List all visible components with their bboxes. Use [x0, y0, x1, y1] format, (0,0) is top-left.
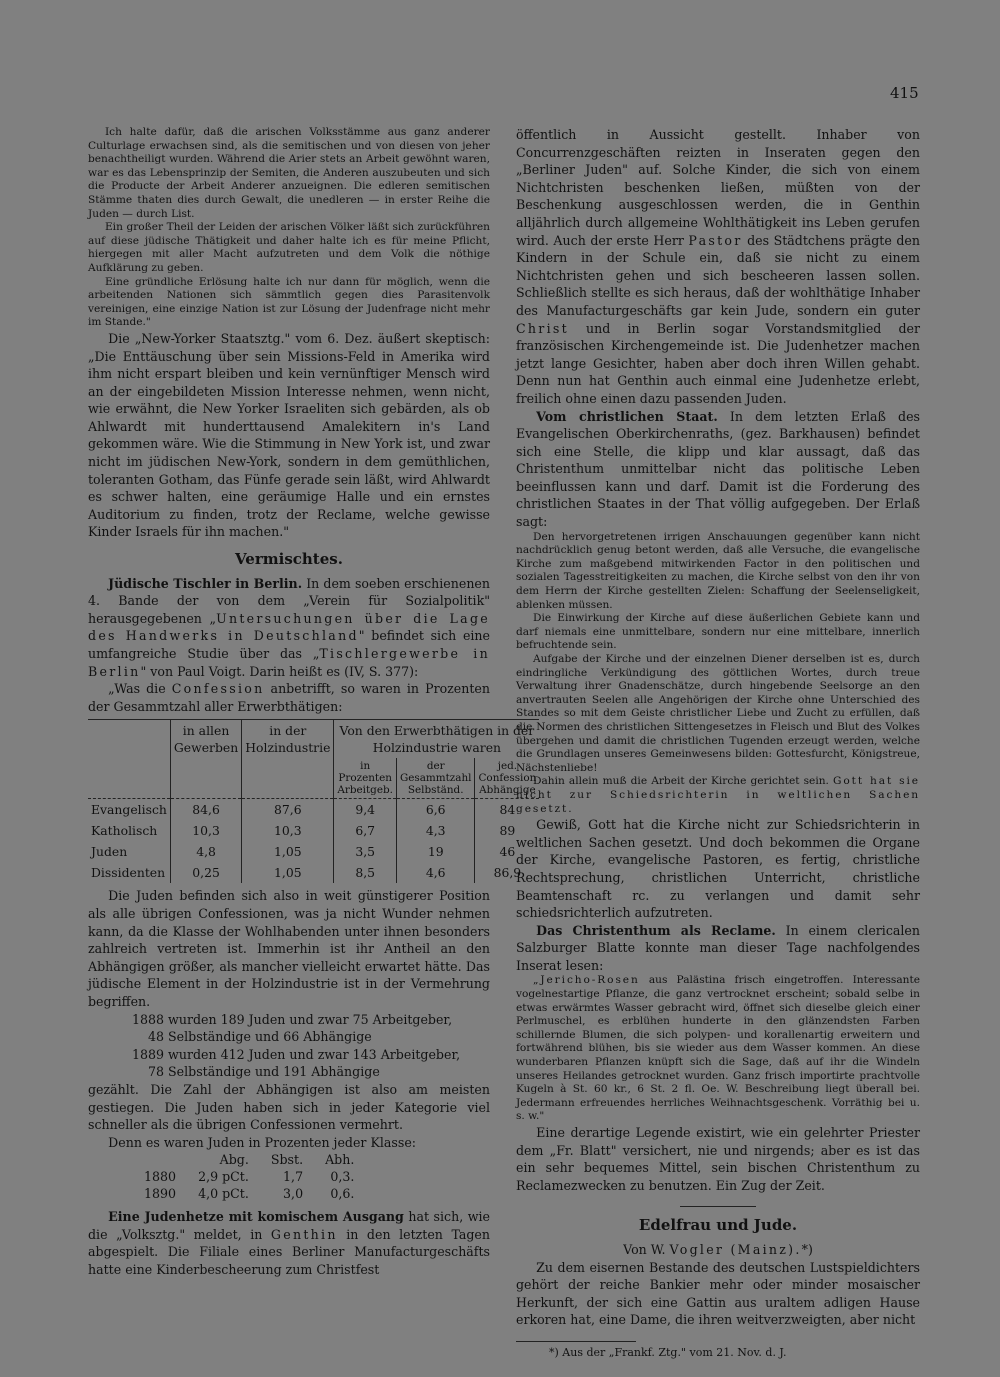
header-abh: Abh. [325, 1152, 355, 1168]
left-column [88, 126, 537, 1279]
section-heading-vermischtes: Vermischtes. [235, 550, 343, 569]
reclame-paragraph: Das Christenthum als Reclame. In einem clericalen Salzburger Blatte konnte man dieser Tage nachfolgendes Inserat lesen: [516, 922, 920, 973]
advert-paragraph: „Jericho-Rosen aus Palästina frisch eingetroffen. Interessante vogelnestartige Pflanze, die ganz vertrocknet erscheint; sobald selbe in etwas erwärmtes Wasser gebracht wird, öffnet sich dieselbe gleich einer Perlmuschel, es erblühen hunderte in den glänzendsten Farben schillernde Blumen, die sich polypen- und korallenartig erweitern und fortwährend blühen, bis sie wieder aus dem Wasser kommen. An diese wunderbaren Pflanzen knüpft sich die Sage, daß auf ihr die Windeln unseres Heilandes getrocknet wurden. Ganz frisch importirte prachtvolle Kugeln à St. 60 kr., 6 St. 2 fl. Oe. W. Beschreibung liegt überall bei. Jedermann erfreuendes herrliches Weihnachtsgeschenk. Vorräthig bei u. s. w." [516, 974, 920, 1123]
story-title: Edelfrau und Jude. [638, 1216, 798, 1235]
list-item: 78 Selbständige und 191 Abhängige [148, 1064, 380, 1080]
newyork-paragraph: Die „New-Yorker Staatsztg." vom 6. Dez. äußert skeptisch: „Die Enttäuschung über sein Missions-Feld in Amerika wird ihm nicht erspart bleiben und kein vernünftiger Mensch wird an der eingebildeten Mission Interesse nehmen, wenn nicht, wie erwähnt, die New Yorker Israeliten sich gebärden, als ob Ahlwardt mit hunderttausend Amalekitern in's Land gekommen wäre. Wie die Stimmung in New York ist, und zwar nicht im jüdischen New-York, sondern in dem gemüthlichen, toleranten Gotham, das Fünfe gerade sein läßt, wird Ahlwardt es schwer halten, eine geräumige Halle und ein ernstes Auditorium zu finden, trotz der Reclame, welche gewisse Kinder Israels für ihn machen." [88, 330, 490, 540]
table-corner [88, 720, 170, 799]
confession-intro: „Was die Confession anbetrifft, so waren in Prozenten der Gesammtzahl aller Erwerbthätigen: [88, 681, 490, 714]
footnote-divider [516, 1341, 636, 1342]
table-row: Dissidenten 0,25 1,05 8,5 4,6 86,9 [88, 862, 539, 883]
header-dependent: jed. Confession Abhängige [475, 758, 539, 799]
byline: Von W. Vogler (Mainz).*) [623, 1241, 813, 1257]
right-column [516, 126, 920, 1360]
list-item: 1889 wurden 412 Juden und zwar 143 Arbeitgeber, [132, 1046, 461, 1062]
after-table-paragraph: Die Juden befinden sich also in weit günstigerer Position als alle übrigen Confessionen, was ja nicht Wunder nehmen kann, da die Klasse der Wohlhabenden unter ihnen besonders zahlreich vertreten ist. Immerhin ist ihr Antheil an den Abhängigen größer, als mancher vielleicht erwartet hätte. Das jüdische Element in der Holzindustrie ist in der Vermehrung begriffen. [88, 888, 490, 1009]
quote-paragraph: Eine gründliche Erlösung halte ich nur dann für möglich, wenn die arbeitenden Nationen sich sämmtlich gegen dies Parasitenvolk vereinigen, eine einzige Nation ist zur Lösung der Judenfrage nicht mehr im Stande." [88, 275, 490, 329]
header-sbst: Sbst. [270, 1152, 304, 1168]
footnote: *) Aus der „Frankf. Ztg." vom 21. Nov. d. J. [549, 1345, 787, 1359]
article-heading: Jüdische Tischler in Berlin. [108, 575, 303, 591]
header-abg: Abg. [219, 1152, 249, 1168]
table-corner [136, 1151, 190, 1168]
article-heading: Das Christenthum als Reclame. [536, 922, 776, 938]
decree-paragraph: Aufgabe der Kirche und der einzelnen Diener derselben ist es, durch eindringliche Verkündigung des göttlichen Wortes, durch treue Verwaltung ihrer Gnadenschätze, durch hingebende Seelsorge an den anvertrauten Seelen alle Angehörigen der Kirche ohne Unterschied des Standes so mit dem Geiste christlicher Liebe und Zucht zu erfüllen, daß die Normen des christlichen Sittengesetzes in Fleisch und Blut des Volkes übergehen und damit die christlichen Tugenden erzeugt werden, welche die Grundlagen unseres Gemeinwesens bilden: Gottesfurcht, Königstreue, Nächstenliebe! [516, 653, 920, 774]
article-heading: Eine Judenhetze mit komischem Ausgang [108, 1209, 404, 1225]
judenhetze-paragraph: Eine Judenhetze mit komischem Ausgang hat sich, wie die „Volksztg." meldet, in Genthin in den letzten Tagen abgespielt. Die Filiale eines Berliner Manufacturgeschäfts hatte eine Kinderbescheerung zum Christfest [88, 1209, 490, 1278]
quote-paragraph: Ein großer Theil der Leiden der arischen Völker läßt sich zurückführen auf diese jüdische Thätigkeit und daher halte ich es für meine Pflicht, hiergegen mit aller Macht aufzutreten und dem Volk die nöthige Aufklärung zu geben. [88, 221, 490, 274]
list-item: 48 Selbständige und 66 Abhängige [148, 1029, 372, 1045]
confession-table [88, 719, 539, 883]
table-row: Juden 4,8 1,05 3,5 19 46 [88, 841, 539, 862]
staat-paragraph: Vom christlichen Staat. In dem letzten Erlaß des Evangelischen Oberkirchenraths, (gez. Barkhausen) befindet sich eine Stelle, die klipp und klar aussagt, daß das Christenthum unmittelbar nicht das politische Leben beeinflussen kann und darf. Damit ist die Forderung des christlichen Staates in der That völlig aufgegeben. Der Erlaß sagt: [516, 408, 921, 530]
story-paragraph: Zu dem eisernen Bestande des deutschen Lustspieldichters gehört der reiche Bankier mehr oder minder mosaischer Herkunft, der sich eine Gattin aus uraltem adligen Hause erkoren hat, eine Dame, die ihren weitverzweigten, aber nicht [516, 1259, 920, 1328]
table-row: Katholisch 10,3 10,3 6,7 4,3 89 [88, 820, 539, 841]
table-row: 1890 4,0 pCt. 3,0 0,6. [144, 1186, 355, 1202]
article-heading: Vom christlichen Staat. [536, 408, 718, 424]
quote-paragraph: Ich halte dafür, daß die arischen Volksstämme aus ganz anderer Culturlage erwachsen sind, als die semitischen und von diesen von jeher benachtheiligt wurden. Während die Arier stets an Arbeit gewöhnt waren, war es das Lebensprinzip der Semiten, die Anderen auszubeuten und sich die Producte der Arbeit Anderer anzueignen. Die edleren semitischen Stämme thaten dies durch Gewalt, die unedleren — in erster Reihe die Juden — durch List. [88, 126, 490, 220]
table-row: 1880 2,9 pCt. 1,7 0,3. [144, 1169, 355, 1185]
header-all-trades: in allen Gewerben [170, 720, 241, 799]
header-employers: in Prozenten Arbeitgeb. [334, 758, 397, 799]
header-selfemployed: der Gesammtzahl Selbständ. [396, 758, 475, 799]
counted-paragraph: gezählt. Die Zahl der Abhängigen ist also am meisten gestiegen. Die Juden haben sich in jeder Kategorie viel schneller als die übrigen Confessionen vermehrt. [88, 1081, 490, 1133]
list-item: 1888 wurden 189 Juden und zwar 75 Arbeitgeber, [132, 1011, 453, 1027]
continued-paragraph: öffentlich in Aussicht gestellt. Inhaber von Concurrenzgeschäften reizten in Inseraten gegen den „Berliner Juden" auf. Solche Kinder, die sich von einem Nichtchristen beschenken ließen, müßten von der Beschenkung ausgeschlossen werden, die in Genthin alljährlich durch allgemeine Wohlthätigkeit ins Leben gerufen wird. Auch der erste Herr Pastor des Städtchens prägte den Kindern in der Schule ein, daß sie nicht zu einem Nichtchristen gehen und sich bescheeren lassen sollen. Schließlich stellte es sich heraus, daß der wohlthätige Inhaber des Manufacturgeschäfts gar kein Jude, sondern ein guter Christ und in Berlin sogar Vorstandsmitglied der französischen Kirchengemeinde ist. Die Judenhetzer machen jetzt lange Gesichter, haben aber doch ihren Willen gehabt. Denn nun hat Genthin auch einmal eine Judenhetze erlebt, freilich ohne einen dazu passenden Juden. [516, 127, 920, 406]
decree-paragraph: Dahin allein muß die Arbeit der Kirche gerichtet sein. Gott hat sie nicht zur Schiedsrichterin in weltlichen Sachen gesetzt. [516, 775, 920, 815]
percent-intro: Denn es waren Juden in Prozenten jeder Klasse: [108, 1134, 417, 1150]
header-group: Von den Erwerbthätigen in der Holzindustrie waren [334, 720, 539, 759]
decree-paragraph: Die Einwirkung der Kirche auf diese äußerlichen Gebiete kann und darf niemals eine unmittelbare, sondern nur eine mittelbare, innerlich befruchtende sein. [516, 612, 920, 652]
tischler-paragraph: Jüdische Tischler in Berlin. In dem soeben erschienenen 4. Bande der von dem „Verein für Sozialpolitik" herausgegebenen „Untersuchungen über die Lage des Handwerks in Deutschland" befindet sich eine umfangreiche Studie über das „Tischlergewerbe in Berlin" von Paul Voigt. Darin heißt es (IV, S. 377): [88, 575, 490, 679]
gewiss-paragraph: Gewiß, Gott hat die Kirche nicht zur Schiedsrichterin in weltlichen Sachen gesetzt. Und doch bekommen die Organe der Kirche, evangelische Pastoren, es fertig, christliche Rechtsprechung, christlichen Unterricht, christliche Beamtenschaft rc. zu verlangen und damit sehr schiedsrichterlich aufzutreten. [516, 817, 920, 921]
header-wood-industry: in der Holzindustrie [242, 720, 334, 799]
table-row: Evangelisch 84,6 87,6 9,4 6,6 84 [88, 799, 539, 821]
legende-paragraph: Eine derartige Legende existirt, wie ein gelehrter Priester dem „Fr. Blatt" versichert, nie und nirgends; aber es ist das ein sehr bequemes Mittel, sein bischen Christenthum zu Reclamezwecken zu benutzen. Ein Zug der Zeit. [516, 1125, 920, 1193]
percent-table [136, 1151, 368, 1202]
divider [680, 1206, 756, 1207]
page-number: 415 [890, 84, 919, 102]
decree-paragraph: Den hervorgetretenen irrigen Anschauungen gegenüber kann nicht nachdrücklich genug betont werden, daß alle Versuche, die evangelische Kirche zum maßgebend mitwirkenden Factor in den politischen und sozialen Tagesstreitigkeiten zu machen, die Kirche selbst von den ihr von dem Herrn der Kirche gestellten Zielen: Schaffung der Seelenseligkeit, ablenken müssen. [516, 530, 920, 611]
